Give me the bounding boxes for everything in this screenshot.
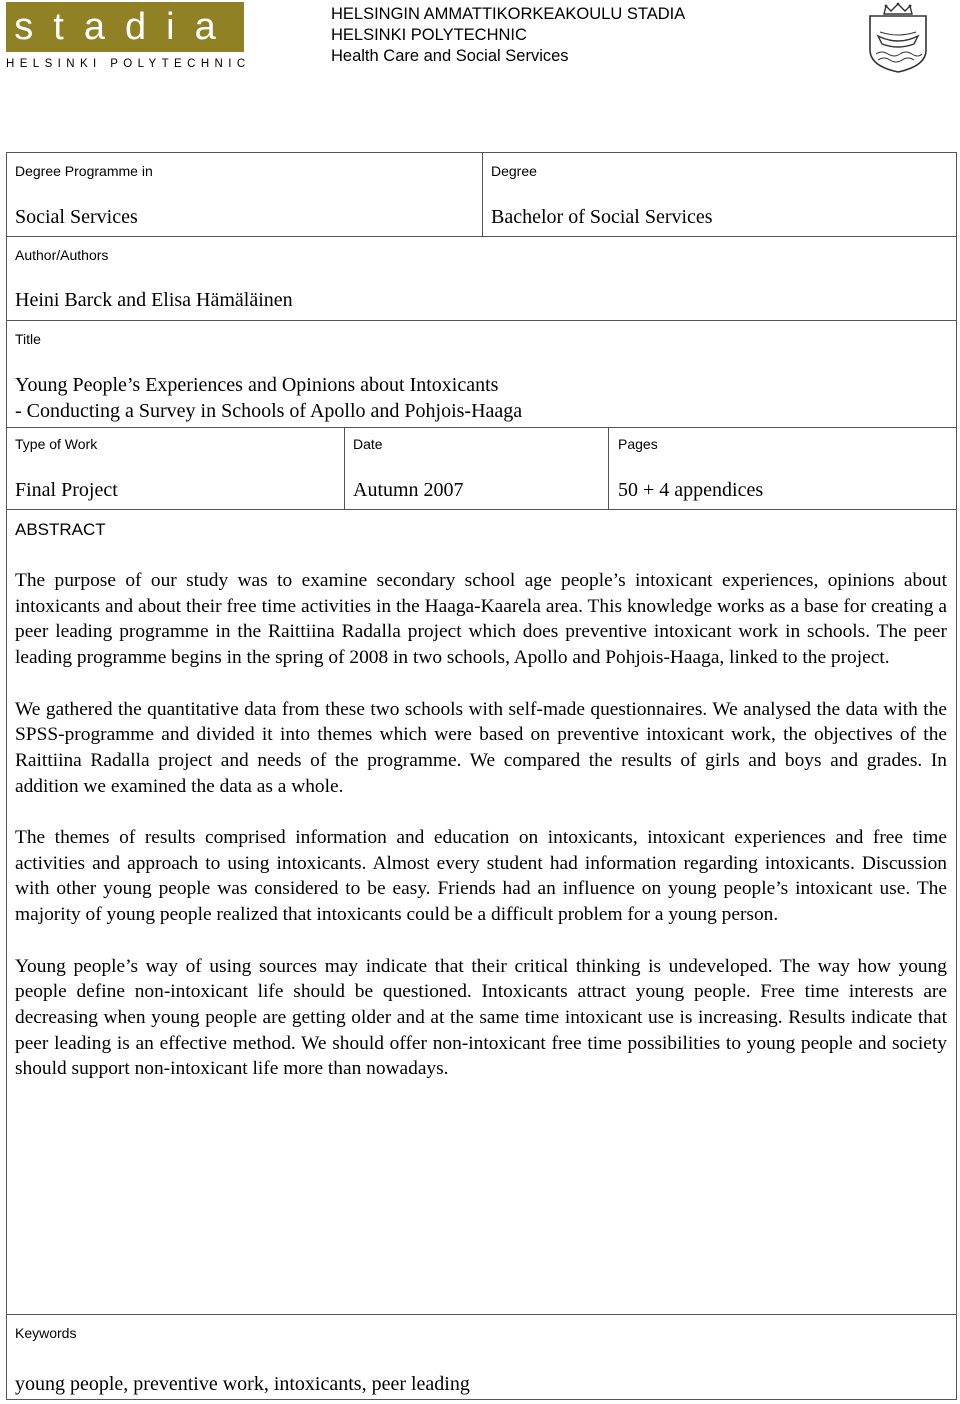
type-of-work-value: Final Project [15,479,118,501]
degree-value: Bachelor of Social Services [491,206,713,228]
abstract-paragraph: The purpose of our study was to examine secondary school age people’s intoxicant experiences, opinions about intoxicants and about their free time activities in the Haaga-Kaarela area. This knowledge works as a base for creating a peer leading programme in the Raittiina Radalla project which does preventive intoxicant work in schools. The peer leading programme begins in the spring of 2008 in two schools, Apollo and Pohjois-Haaga, linked to the project. [15,570,947,669]
degree-programme-value: Social Services [15,206,138,228]
keywords-value: young people, preventive work, intoxicants, peer leading [15,1373,470,1395]
divider [344,427,345,509]
abstract-paragraph: Young people’s way of using sources may indicate that their critical thinking is undeveloped. The way how young people define non-intoxicant life should be questioned. Intoxicants attract young people. Free time interests are decreasing when young people are getting older and at the same time intoxicant use is increasing. Results indicate that peer leading is an effective method. We should offer non-intoxicant free time possibilities to young people and society should support non-intoxicant life more than nowadays. [15,955,947,1080]
divider [6,236,957,237]
title-line-2: - Conducting a Survey in Schools of Apollo and Pohjois-Haaga [15,400,523,422]
divider [6,1314,957,1315]
degree-label: Degree [491,163,537,179]
degree-programme-label: Degree Programme in [15,163,153,179]
divider [482,152,483,236]
institution-line: HELSINGIN AMMATTIKORKEAKOULU STADIA [331,5,686,23]
pages-value: 50 + 4 appendices [618,479,764,501]
title-line-1: Young People’s Experiences and Opinions about Intoxicants [15,374,499,396]
logo-wordmark: stadia [6,2,244,52]
type-of-work-label: Type of Work [15,436,98,452]
institution-line: HELSINKI POLYTECHNIC [331,26,527,44]
institution-line: Health Care and Social Services [331,47,569,65]
institution-name [331,4,685,67]
abstract-label: ABSTRACT [15,520,106,539]
abstract-paragraph: The themes of results comprised information and education on intoxicants, intoxicant experiences and free time activities and approach to using intoxicants. Almost every student had information regarding intoxicants. Discussion with other young people was considered to be easy. Friends had an influence on young people’s intoxicant use. The majority of young people realized that intoxicants could be a difficult problem for a young person. [15,827,947,926]
stadia-logo [6,2,251,78]
pages-label: Pages [618,436,658,452]
divider [608,427,609,509]
divider [6,509,957,510]
keywords-label: Keywords [15,1325,77,1341]
title-label: Title [15,331,41,347]
divider [6,427,957,428]
divider [6,320,957,321]
abstract-paragraph: We gathered the quantitative data from these two schools with self-made questionnaires. We analysed the data with the SPSS-programme and divided it into themes which were based on preventive intoxicant work, the objectives of the Raittiina Radalla project and needs of the programme. We compared the results of girls and boys and grades. In addition we examined the data as a whole. [15,698,947,797]
abstract-body [15,568,947,1108]
authors-value: Heini Barck and Elisa Hämäläinen [15,289,293,311]
date-value: Autumn 2007 [353,479,464,501]
authors-label: Author/Authors [15,247,109,263]
date-label: Date [353,436,383,452]
helsinki-crest-icon [866,2,930,74]
logo-subtext: HELSINKI POLYTECHNIC [6,58,251,70]
